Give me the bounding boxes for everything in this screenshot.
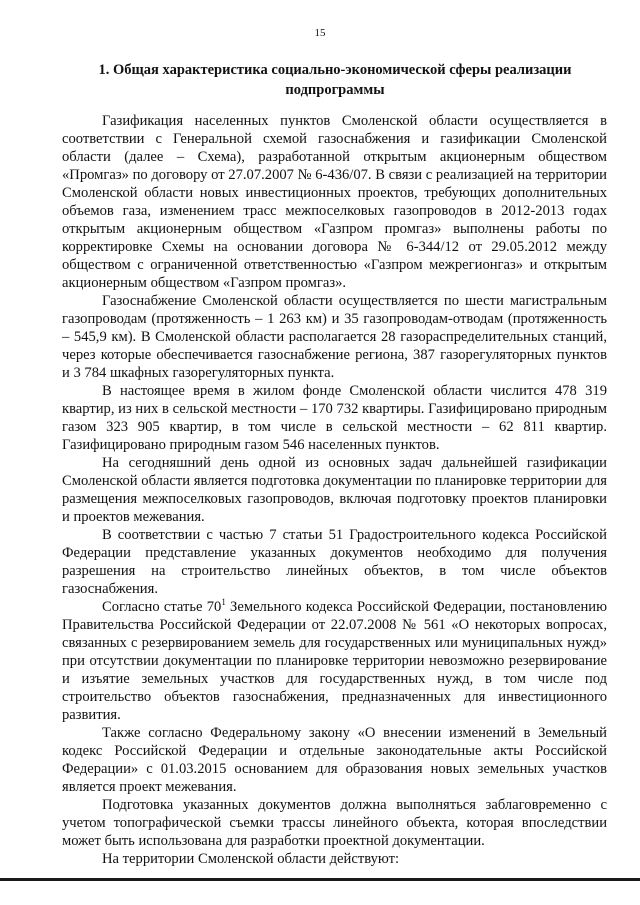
paragraph-housing-stock: В настоящее время в жилом фонде Смоленской области числится 478 319 квартир, из них в сельской местности – 170 732 квартиры. Газифицировано природным газом 323 905 квартир, в том числе в сельской местности – 62 811 квартир. Газифицировано природным газом 546 населенных пунктов. (62, 383, 607, 453)
paragraph-gasification-scheme: Газификация населенных пунктов Смоленской области осуществляется в соответствии с Генеральной схемой газоснабжения и газификации Смоленской области (далее – Схема), разработанной открытым акционерным обществом «Промгаз» по договору от 27.07.2007 № 6-436/07. В связи с реализацией на территории Смоленской области новых инвестиционных проектов, требующих дополнительных объемов газа, изменением трасс межпоселковых газопроводов в 2012-2013 годах открытым акционерным обществом «Газпром промгаз» выполнены работы по корректировке Схемы на основании договора № 6-344/12 от 29.05.2012 между обществом с ограниченной ответственностью «Газпром межрегионгаз» и открытым акционерным обществом «Газпром промгаз». (62, 113, 607, 291)
paragraph-main-task: На сегодняшний день одной из основных задач дальнейшей газификации Смоленской области является подготовка документации по планировке территории для размещения межпоселковых газопроводов, включая подготовку проектов планировки и проектов межевания. (62, 455, 607, 525)
paragraph-urban-code: В соответствии с частью 7 статьи 51 Градостроительного кодекса Российской Федерации представление указанных документов необходимо для получения разрешения на строительство линейных объектов, в том числе объектов газоснабжения. (62, 527, 607, 597)
paragraph-land-code-rest: Земельного кодекса Российской Федерации, постановлению Правительства Российской Федерации от 22.07.2008 № 561 «О некоторых вопросах, связанных с резервированием земель для государственных или муниципальных нужд» при отсутствии документации по планировке территории невозможно резервирование и изъятие земельных участков для государственных нужд, в том числе под строительство объектов газоснабжения, предназначенных для инвестиционного развития. (62, 599, 607, 723)
body-text (62, 112, 607, 868)
article-superscript: 1 (221, 597, 226, 608)
section-heading-line-2: подпрограммы (285, 82, 385, 98)
paragraph-preparation: Подготовка указанных документов должна выполняться заблаговременно с учетом топографической съемки трассы линейного объекта, которая впоследствии может быть использована для разработки проектной документации. (62, 797, 607, 849)
bottom-rule (0, 878, 640, 881)
paragraph-gas-supply: Газоснабжение Смоленской области осуществляется по шести магистральным газопроводам (протяженность – 1 263 км) и 35 газопроводам-отводам (протяженность – 545,9 км). В Смоленской области располагается 28 газораспределительных станций, через которые обеспечивается газоснабжение региона, 387 газорегуляторных пунктов и 3 784 шкафных газорегуляторных пункта. (62, 293, 607, 381)
paragraph-federal-law: Также согласно Федеральному закону «О внесении изменений в Земельный кодекс Российской Федерации и отдельные законодательные акты Российской Федерации» с 01.03.2015 основанием для образования новых земельных участков является проект межевания. (62, 725, 607, 795)
paragraph-land-code (62, 598, 607, 724)
section-heading-line-1: 1. Общая характеристика социально-экономической сферы реализации (98, 62, 572, 78)
page-number: 15 (314, 27, 326, 39)
paragraph-territory: На территории Смоленской области действуют: (102, 851, 400, 867)
paragraph-land-code-start: Согласно статье 70 (102, 599, 222, 615)
section-heading (70, 60, 600, 100)
